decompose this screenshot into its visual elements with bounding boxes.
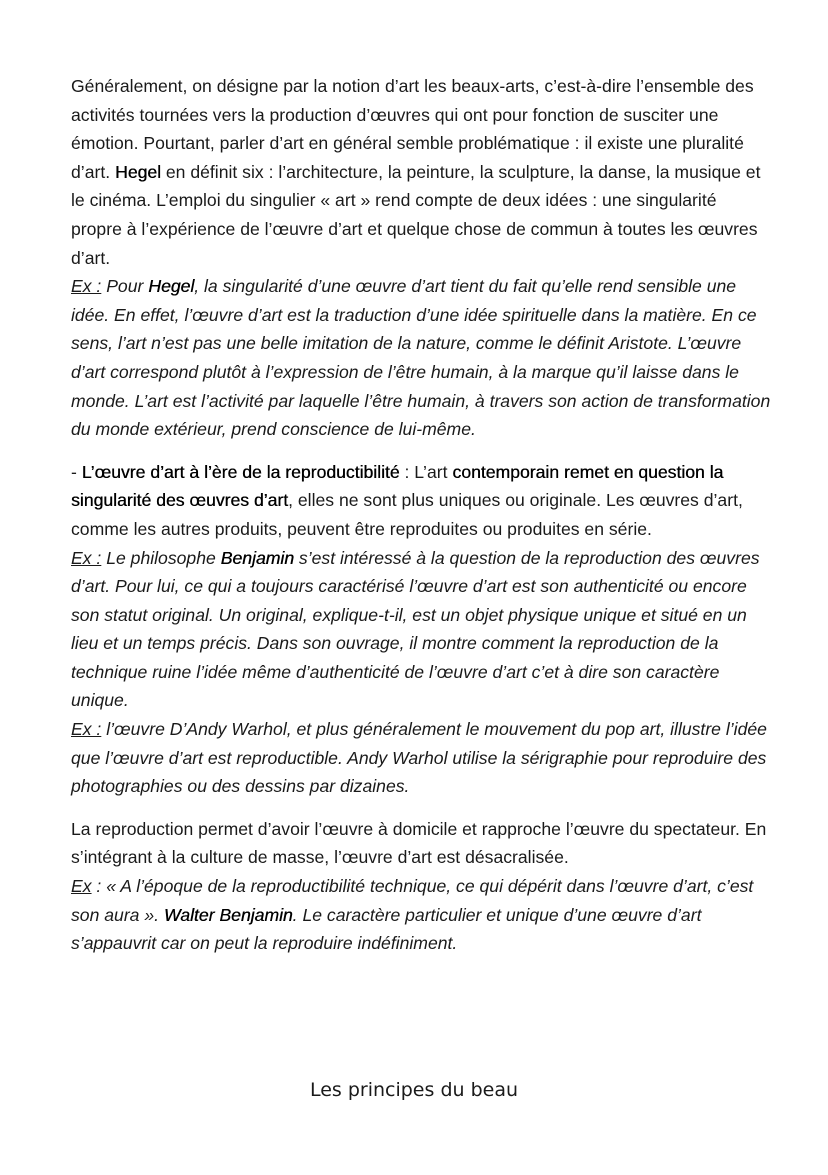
example-aura-text-2: . Le caractère particulier et unique d’une œuvre d’art s’appauvrit car on peut la reproduire indéfiniment.: [71, 904, 702, 954]
benjamin-name: Benjamin: [220, 547, 295, 568]
section-title: Les principes du beau: [309, 1079, 519, 1101]
closing-text: La reproduction permet d’avoir l’œuvre à domicile et rapproche l’œuvre du spectateur. En s’intégrant à la culture de masse, l’œuvre d’art est désacralisée.: [71, 818, 767, 868]
example-hegel-text-2: , la singularité d’une œuvre d’art tient du fait qu’elle rend sensible une idée. En effet, l’œuvre d’art est la traduction d’une idée spirituelle dans la matière. En ce sens, l’art n’est pas une belle imitation de la nature, comme le définit Aristote. L’œuvre d’art correspond plutôt à l’expression de l’être humain, à la marque qu’il laisse dans le monde. L’art est l’activité par laquelle l’être humain, à travers son action de transformation du monde extérieur, prend conscience de lui-même.: [71, 276, 771, 440]
reproducibility-text-2: , elles ne sont plus uniques ou originale. Les œuvres d’art, comme les autres produits, peuvent être reproduites ou produites en série.: [71, 490, 743, 539]
example-benjamin-text-2: s’est intéressé à la question de la reproduction des œuvres d’art. Pour lui, ce qui a toujours caractérisé l’œuvre d’art est son authenticité ou encore son statut original. Un original, explique-t-il, est un objet physique unique et situé en un lieu et un temps précis. Dans son ouvrage, il montre comment la reproduction de la technique ruine l’idée même d’authenticité de l’œuvre d’art c’et à dire son caractère unique.: [71, 547, 760, 711]
reproducibility-emphasis: contemporain remet en question la singularité des œuvres d’art: [71, 461, 724, 511]
example-aura-text-1: : « A l’époque de la reproductibilité technique, ce qui dépérit dans l’œuvre d’art, c’est son aura ».: [71, 876, 754, 925]
closing-paragraph: [71, 815, 771, 872]
example-benjamin: [71, 544, 771, 716]
example-warhol-text: l’œuvre D’Andy Warhol, et plus généralement le mouvement du pop art, illustre l’idée que l’œuvre d’art est reproductible. Andy Warhol utilise la sérigraphie pour reproduire des photographies ou des dessins par dizaines.: [71, 719, 767, 797]
intro-text-1: Généralement, on désigne par la notion d’art les beaux-arts, c’est-à-dire l’ensemble des activités tournées vers la production d’œuvres qui ont pour fonction de susciter une émotion. Pourtant, parler d’art en général semble problématique : il existe une pluralité d’art.: [71, 76, 754, 182]
example-warhol: [71, 715, 771, 801]
example-aura-quote: [71, 872, 771, 958]
example-hegel-text-1: Pour: [101, 276, 149, 297]
intro-paragraph: [71, 72, 771, 272]
document-body: [71, 72, 771, 958]
walter-benjamin-name: Walter Benjamin: [163, 904, 293, 925]
example-label: Ex: [71, 876, 92, 897]
hegel-name-example: Hegel: [148, 276, 195, 297]
intro-text-2: en définit six : l’architecture, la peinture, la sculpture, la danse, la musique et le cinéma. L’emploi du singulier « art » rend compte de deux idées : une singularité propre à l’expérience de l’œuvre d’art et quelque chose de commun à toutes les œuvres d’art.: [71, 161, 761, 268]
reproducibility-paragraph: [71, 458, 771, 544]
example-label: Ex :: [71, 547, 102, 568]
reproducibility-heading: L’œuvre d’art à l’ère de la reproductibilité: [81, 461, 400, 482]
reproducibility-text-1: : L’art: [399, 461, 453, 482]
example-label: Ex :: [71, 276, 102, 297]
reproducibility-dash: -: [71, 461, 82, 482]
example-benjamin-text-1: Le philosophe: [101, 547, 221, 568]
example-label: Ex :: [71, 719, 102, 740]
example-hegel: [71, 272, 771, 444]
hegel-name: Hegel: [115, 161, 161, 182]
